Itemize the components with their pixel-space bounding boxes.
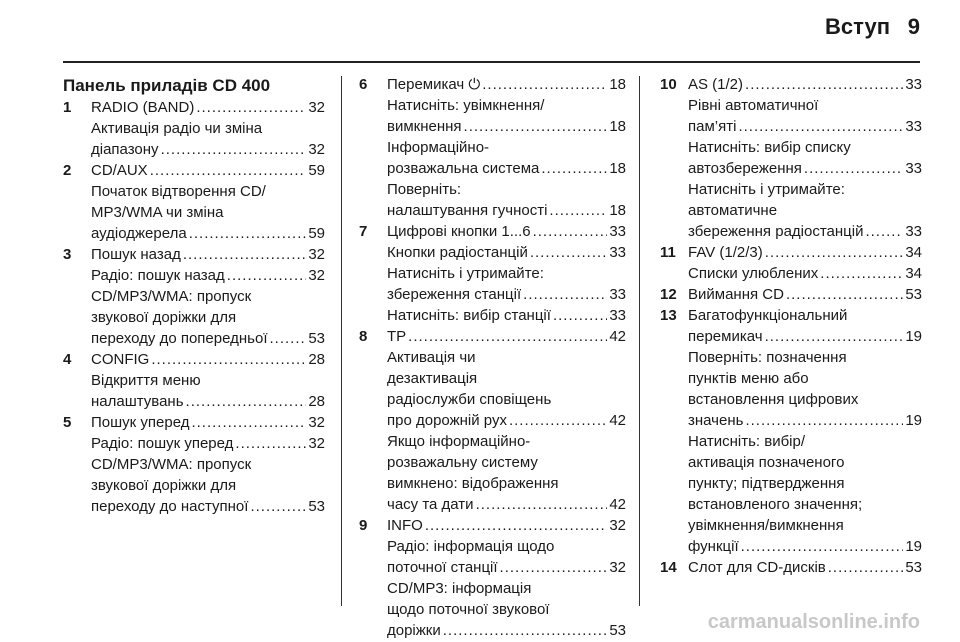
entry-line: [387, 431, 626, 452]
entry-line: [688, 305, 922, 326]
entry-text: поточної станції: [387, 559, 498, 576]
entry-line: [91, 370, 325, 391]
entry-line: [387, 494, 626, 515]
entry-text: CD/AUX: [91, 162, 148, 179]
entry-text: пункту; підтвердження: [688, 475, 845, 492]
page-reference: 42: [609, 328, 626, 345]
index-entry: [63, 160, 325, 244]
entry-line: [688, 263, 922, 284]
page-reference: 59: [308, 162, 325, 179]
entry-text: увімкнення/вимкнення: [688, 517, 844, 534]
entry-text: налаштувань: [91, 393, 184, 410]
page-reference: 42: [609, 496, 626, 513]
entry-line: [91, 286, 325, 307]
dot-leader: [530, 242, 607, 263]
dot-leader: [765, 326, 904, 347]
page-reference: 53: [609, 622, 626, 639]
entry-line: [387, 242, 626, 263]
watermark: carmanualsonline.info: [707, 611, 920, 633]
page-reference: 32: [308, 141, 325, 158]
page-reference: 18: [609, 202, 626, 219]
entry-line: [688, 431, 922, 452]
dot-leader: [741, 536, 904, 557]
entry-line: [91, 202, 325, 223]
entry-text: INFO: [387, 517, 423, 534]
entry-line: [688, 515, 922, 536]
entry-text: Активація чи: [387, 349, 476, 366]
page-reference: 32: [308, 246, 325, 263]
entry-line: [387, 368, 626, 389]
index-column-1: [63, 97, 325, 517]
entry-line: [91, 454, 325, 475]
entry-text: функції: [688, 538, 739, 555]
dot-leader: [500, 557, 608, 578]
entry-text: Активація радіо чи зміна: [91, 120, 263, 137]
page-reference: 32: [308, 414, 325, 431]
entry-line: [688, 557, 922, 578]
page-reference: 32: [308, 267, 325, 284]
entry-line: [91, 412, 325, 433]
entry-text: автозбереження: [688, 160, 802, 177]
page-reference: 33: [905, 76, 922, 93]
entry-text: збереження радіостанцій: [688, 223, 864, 240]
entry-text: TP: [387, 328, 407, 345]
index-entry: [63, 97, 325, 160]
page-reference: 34: [905, 244, 922, 261]
entry-text: Радіо: пошук назад: [91, 267, 225, 284]
page-reference: 33: [905, 223, 922, 240]
entry-line: [688, 326, 922, 347]
entry-text: Відкриття меню: [91, 372, 201, 389]
entry-text: Перемикач ⏻: [387, 76, 481, 93]
page-reference: 33: [905, 160, 922, 177]
page-reference: 32: [609, 559, 626, 576]
page-reference: 28: [308, 393, 325, 410]
entry-text: Натисніть і утримайте:: [688, 181, 845, 198]
entry-line: [387, 137, 626, 158]
entry-line: [387, 200, 626, 221]
entry-text: Натисніть і утримайте:: [387, 265, 544, 282]
entry-line: [387, 578, 626, 599]
entry-line: [387, 263, 626, 284]
entry-line: [387, 620, 626, 641]
entry-text: CONFIG: [91, 351, 150, 368]
header-divider: [63, 61, 920, 63]
page-header: [0, 0, 960, 62]
dot-leader: [745, 410, 903, 431]
dot-leader: [482, 74, 607, 95]
index-entry: [660, 242, 922, 284]
entry-text: перемикач: [688, 328, 763, 345]
entry-line: [688, 494, 922, 515]
entry-text: встановлення цифрових: [688, 391, 859, 408]
entry-line: [387, 473, 626, 494]
dot-leader: [523, 284, 607, 305]
page-reference: 42: [609, 412, 626, 429]
dot-leader: [196, 97, 306, 118]
entry-line: [387, 74, 626, 95]
entry-line: [688, 137, 922, 158]
entry-text: Пошук назад: [91, 246, 181, 263]
entry-text: аудіоджерела: [91, 225, 187, 242]
entry-text: Радіо: інформація щодо: [387, 538, 555, 555]
dot-leader: [250, 496, 306, 517]
page-reference: 33: [905, 118, 922, 135]
page-reference: 33: [609, 244, 626, 261]
entry-line: [91, 307, 325, 328]
dot-leader: [865, 221, 903, 242]
dot-leader: [549, 200, 607, 221]
entry-text: встановленого значення;: [688, 496, 863, 513]
entry-text: Кнопки радіостанцій: [387, 244, 528, 261]
entry-text: Радіо: пошук уперед: [91, 435, 234, 452]
entry-text: Початок відтворення CD/: [91, 183, 266, 200]
entry-line: [688, 473, 922, 494]
entry-line: [387, 158, 626, 179]
dot-leader: [150, 160, 307, 181]
entry-text: переходу до попередньої: [91, 330, 268, 347]
entry-line: [387, 515, 626, 536]
entry-line: [91, 328, 325, 349]
page-reference: 18: [609, 118, 626, 135]
index-entry: [359, 326, 626, 515]
entry-text: про дорожній рух: [387, 412, 507, 429]
dot-leader: [408, 326, 607, 347]
entry-line: [688, 410, 922, 431]
entry-line: [688, 158, 922, 179]
entry-text: AS (1/2): [688, 76, 744, 93]
entry-text: розважальна система: [387, 160, 540, 177]
entry-line: [91, 160, 325, 181]
page-reference: 19: [905, 538, 922, 555]
entry-number: 2: [63, 162, 72, 179]
index-column-3: [660, 74, 922, 578]
entry-number: 6: [359, 76, 368, 93]
entry-line: [688, 452, 922, 473]
entry-number: 13: [660, 307, 677, 324]
dot-leader: [828, 557, 904, 578]
page-reference: 34: [905, 265, 922, 282]
entry-line: [387, 536, 626, 557]
page-reference: 28: [308, 351, 325, 368]
dot-leader: [738, 116, 903, 137]
page-reference: 33: [609, 223, 626, 240]
dot-leader: [804, 158, 903, 179]
entry-number: 10: [660, 76, 677, 93]
entry-text: переходу до наступної: [91, 498, 249, 515]
index-entry: [63, 349, 325, 412]
entry-text: щодо поточної звукової: [387, 601, 550, 618]
entry-line: [387, 347, 626, 368]
entry-line: [688, 95, 922, 116]
entry-line: [688, 284, 922, 305]
entry-number: 4: [63, 351, 72, 368]
entry-line: [688, 242, 922, 263]
entry-text: автоматичне: [688, 202, 778, 219]
dot-leader: [227, 265, 307, 286]
dot-leader: [765, 242, 904, 263]
page-reference: 19: [905, 328, 922, 345]
page-reference: 32: [609, 517, 626, 534]
dot-leader: [151, 349, 306, 370]
column-divider: [341, 76, 342, 606]
entry-text: Поверніть: позначення: [688, 349, 847, 366]
entry-line: [91, 181, 325, 202]
dot-leader: [425, 515, 607, 536]
entry-text: налаштування гучності: [387, 202, 548, 219]
entry-line: [91, 265, 325, 286]
entry-line: [91, 139, 325, 160]
entry-line: [688, 347, 922, 368]
dot-leader: [553, 305, 607, 326]
entry-line: [91, 391, 325, 412]
entry-line: [688, 389, 922, 410]
entry-line: [91, 496, 325, 517]
entry-text: пунктів меню або: [688, 370, 809, 387]
entry-line: [387, 305, 626, 326]
entry-text: CD/MP3/WMA: пропуск: [91, 288, 252, 305]
entry-line: [387, 389, 626, 410]
entry-text: часу та дати: [387, 496, 474, 513]
entry-text: Натисніть: вибір/: [688, 433, 806, 450]
entry-line: [91, 433, 325, 454]
entry-text: Цифрові кнопки 1...6: [387, 223, 531, 240]
entry-text: Рівні автоматичної: [688, 97, 819, 114]
entry-number: 14: [660, 559, 677, 576]
entry-line: [387, 599, 626, 620]
entry-text: Якщо інформаційно-: [387, 433, 531, 450]
entry-line: [91, 244, 325, 265]
dot-leader: [786, 284, 903, 305]
entry-text: Натисніть: вибір списку: [688, 139, 851, 156]
dot-leader: [270, 328, 307, 349]
entry-text: Багатофункціональний: [688, 307, 848, 324]
dot-leader: [161, 139, 307, 160]
dot-leader: [183, 244, 306, 265]
entry-line: [91, 349, 325, 370]
page-reference: 32: [308, 99, 325, 116]
dot-leader: [476, 494, 608, 515]
dot-leader: [186, 391, 307, 412]
dot-leader: [191, 412, 306, 433]
index-entry: [63, 412, 325, 517]
dot-leader: [443, 620, 608, 641]
entry-text: Слот для CD-дисків: [688, 559, 826, 576]
entry-number: 12: [660, 286, 677, 303]
dot-leader: [509, 410, 607, 431]
entry-text: діапазону: [91, 141, 159, 158]
index-entry: [359, 221, 626, 326]
entry-text: Натисніть: вибір станції: [387, 307, 551, 324]
entry-text: вимкнено: відображення: [387, 475, 559, 492]
page-reference: 32: [308, 435, 325, 452]
page-reference: 53: [308, 498, 325, 515]
entry-line: [387, 116, 626, 137]
entry-number: 7: [359, 223, 368, 240]
column-divider: [639, 76, 640, 606]
entry-text: вимкнення: [387, 118, 462, 135]
entry-text: значень: [688, 412, 744, 429]
entry-text: дезактивація: [387, 370, 478, 387]
index-entry: [660, 284, 922, 305]
entry-line: [91, 97, 325, 118]
page-reference: 33: [609, 307, 626, 324]
index-entry: [660, 74, 922, 242]
entry-line: [387, 179, 626, 200]
entry-line: [688, 536, 922, 557]
entry-text: CD/MP3/WMA: пропуск: [91, 456, 252, 473]
entry-number: 1: [63, 99, 72, 116]
entry-number: 8: [359, 328, 368, 345]
page-reference: 53: [905, 286, 922, 303]
entry-text: CD/MP3: інформація: [387, 580, 532, 597]
dot-leader: [189, 223, 307, 244]
entry-text: активація позначеного: [688, 454, 845, 471]
entry-text: FAV (1/2/3): [688, 244, 763, 261]
entry-text: Пошук уперед: [91, 414, 190, 431]
index-entry: [359, 74, 626, 221]
dot-leader: [541, 158, 607, 179]
entry-line: [387, 557, 626, 578]
entry-line: [688, 221, 922, 242]
entry-line: [688, 368, 922, 389]
page-number: 9: [907, 14, 920, 39]
entry-line: [387, 221, 626, 242]
page-title: Вступ: [825, 14, 890, 39]
entry-text: пам’яті: [688, 118, 737, 135]
entry-line: [91, 475, 325, 496]
entry-number: 11: [660, 244, 676, 261]
index-entry: [660, 305, 922, 557]
entry-text: Списки улюблених: [688, 265, 819, 282]
entry-text: звукової доріжки для: [91, 309, 237, 326]
dot-leader: [820, 263, 903, 284]
page-reference: 53: [308, 330, 325, 347]
entry-line: [387, 326, 626, 347]
page-reference: 33: [609, 286, 626, 303]
entry-number: 9: [359, 517, 368, 534]
entry-text: MP3/WMA чи зміна: [91, 204, 224, 221]
entry-line: [688, 179, 922, 200]
entry-text: RADIO (BAND): [91, 99, 195, 116]
entry-line: [91, 223, 325, 244]
entry-text: розважальну систему: [387, 454, 538, 471]
entry-number: 3: [63, 246, 72, 263]
dot-leader: [745, 74, 903, 95]
index-entry: [63, 244, 325, 349]
entry-text: Поверніть:: [387, 181, 462, 198]
entry-line: [688, 200, 922, 221]
page-reference: 53: [905, 559, 922, 576]
entry-line: [387, 452, 626, 473]
entry-number: 5: [63, 414, 72, 431]
section-title: Панель приладів CD 400: [63, 76, 271, 95]
entry-line: [387, 410, 626, 431]
entry-text: доріжки: [387, 622, 441, 639]
dot-leader: [235, 433, 306, 454]
entry-line: [387, 284, 626, 305]
entry-text: Інформаційно-: [387, 139, 490, 156]
page-reference: 19: [905, 412, 922, 429]
dot-leader: [464, 116, 608, 137]
entry-text: радіослужби сповіщень: [387, 391, 552, 408]
entry-text: збереження станції: [387, 286, 522, 303]
entry-text: Натисніть: увімкнення/: [387, 97, 545, 114]
index-entry: [660, 557, 922, 578]
entry-line: [387, 95, 626, 116]
page-reference: 59: [308, 225, 325, 242]
dot-leader: [533, 221, 608, 242]
entry-line: [91, 118, 325, 139]
page-reference: 18: [609, 76, 626, 93]
entry-line: [688, 116, 922, 137]
index-entry: [359, 515, 626, 641]
page-reference: 18: [609, 160, 626, 177]
index-column-2: [359, 74, 626, 641]
entry-line: [688, 74, 922, 95]
entry-text: звукової доріжки для: [91, 477, 237, 494]
entry-text: Виймання CD: [688, 286, 784, 303]
